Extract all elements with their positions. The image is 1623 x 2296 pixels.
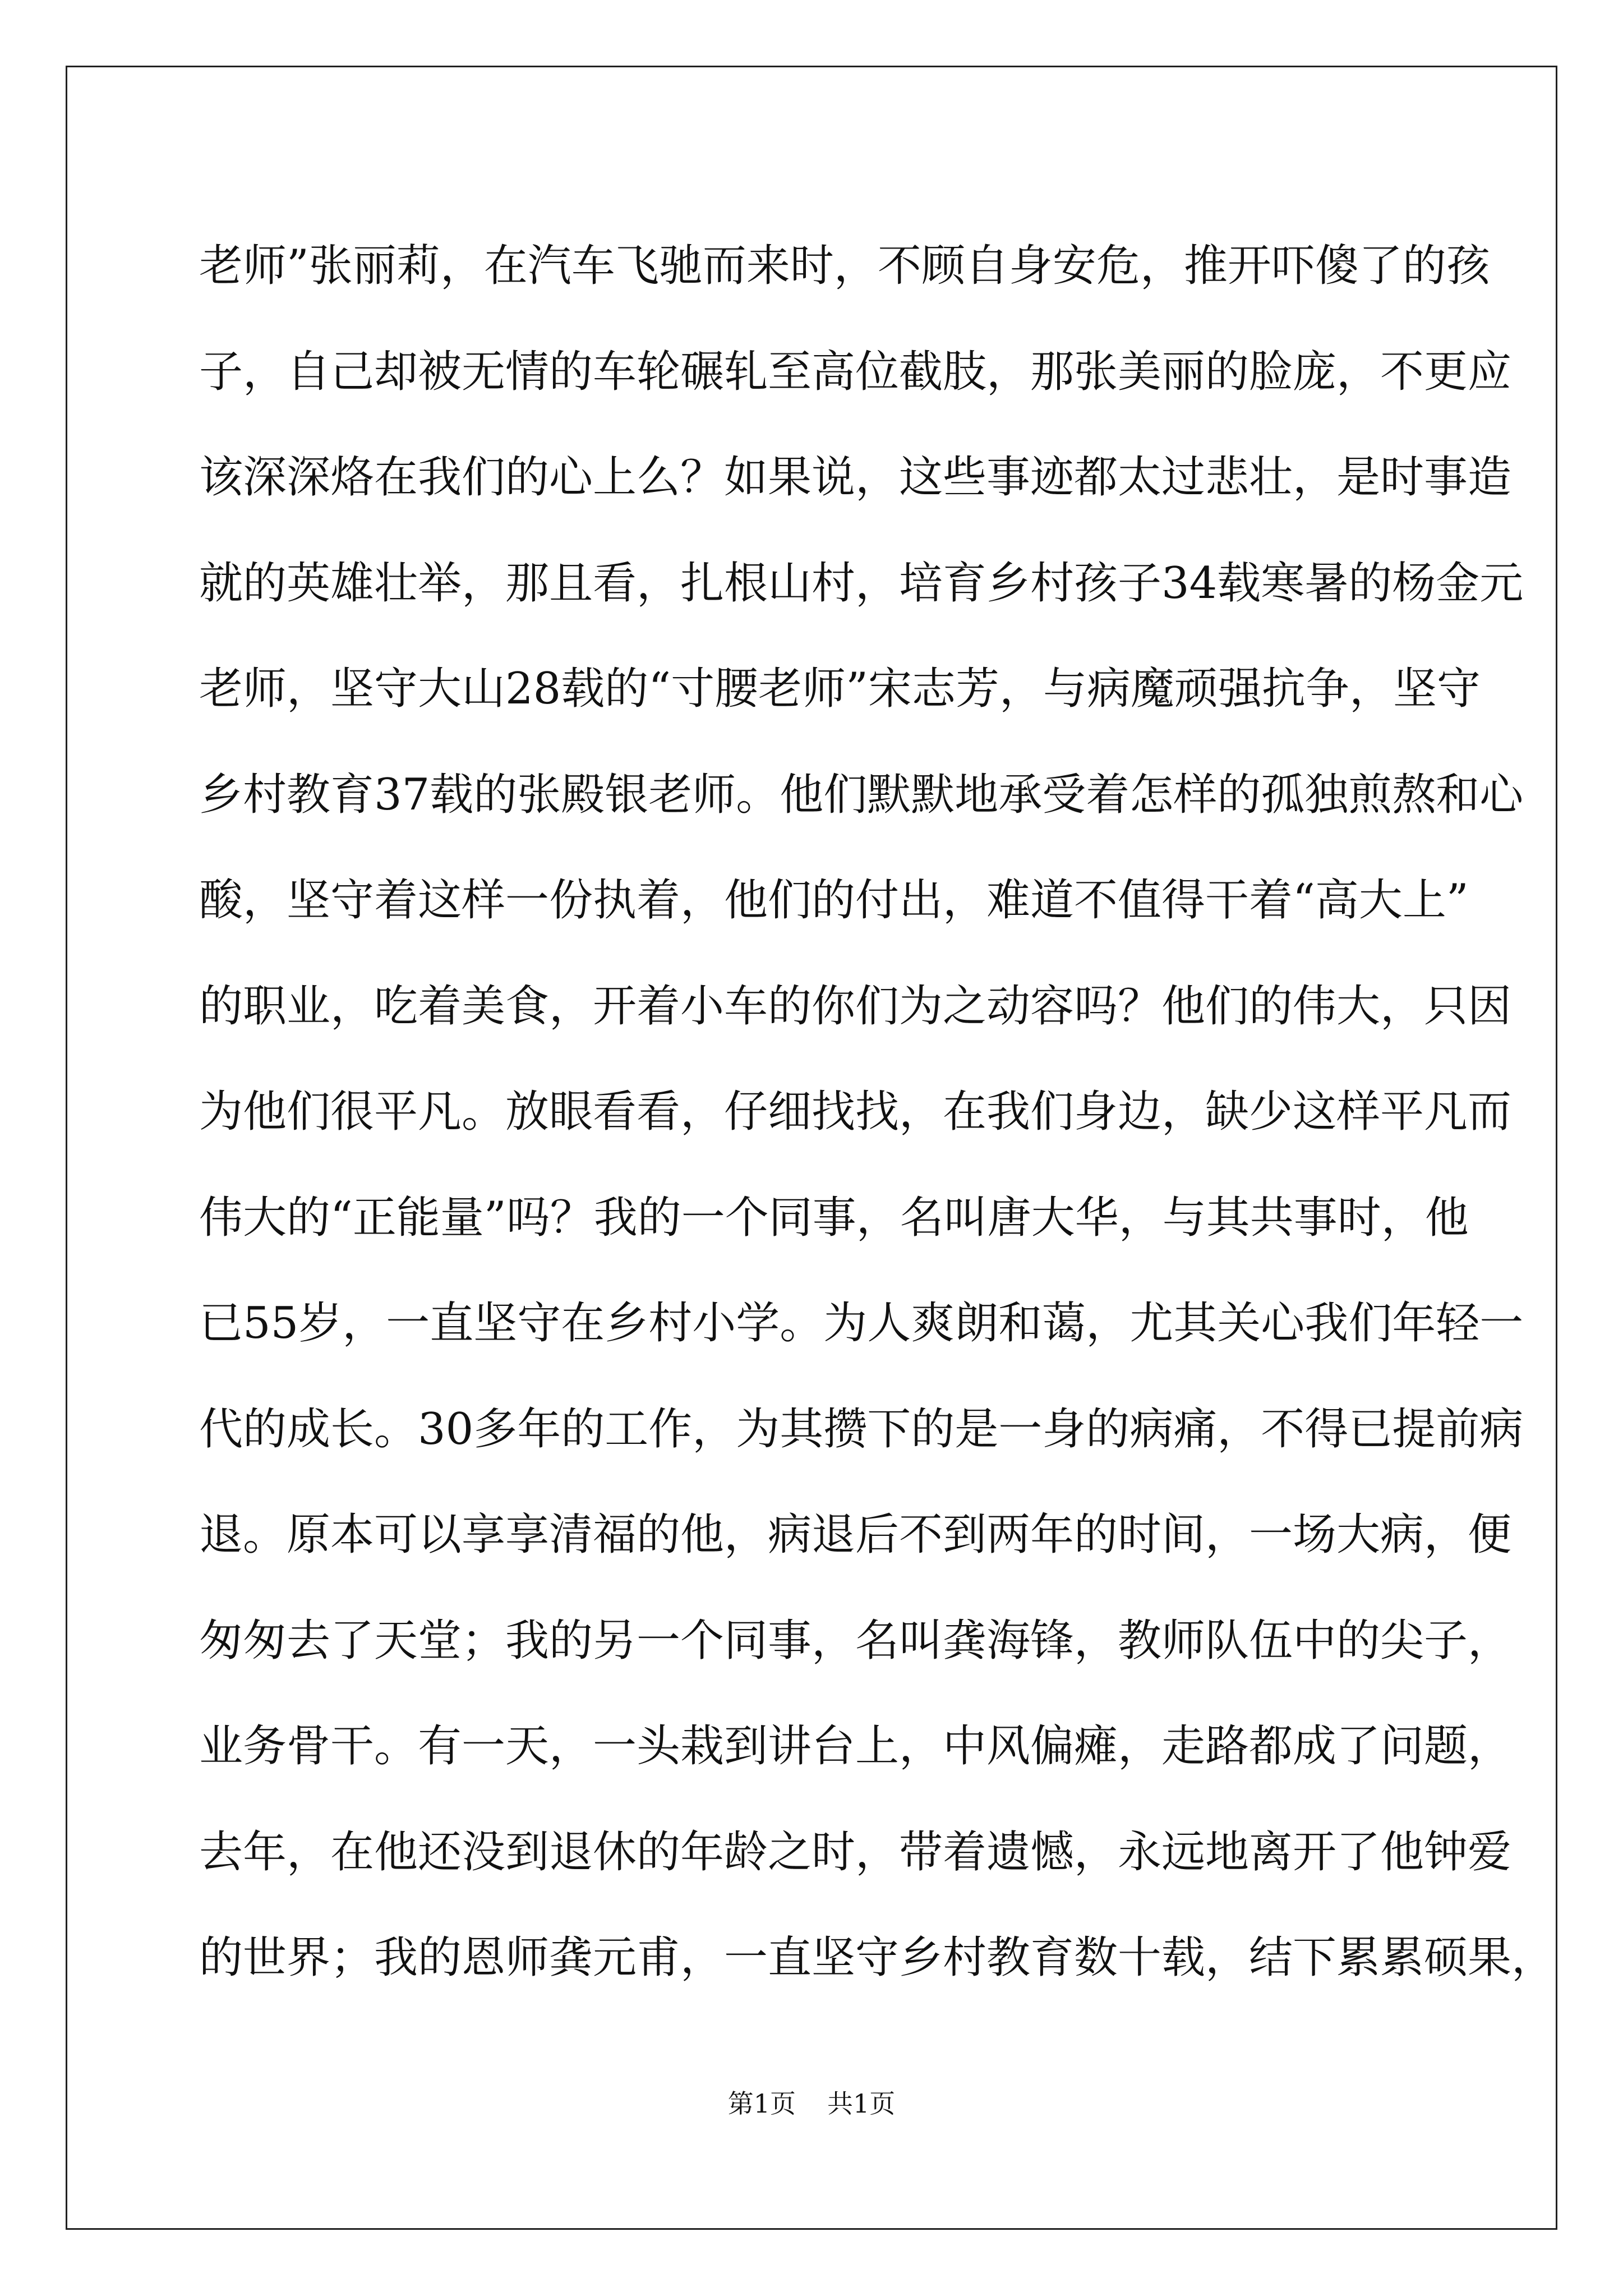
text-line: 匆匆去了天堂；我的另一个同事，名叫龚海锋，教师队伍中的尖子， xyxy=(199,1615,1512,1666)
page-number-label: 第1页 xyxy=(727,2088,796,2119)
text-line: 已55岁，一直坚守在乡村小学。为人爽朗和蔼，尤其关心我们年轻一 xyxy=(199,1298,1524,1349)
document-body xyxy=(199,213,1556,2011)
total-pages-label: 共1页 xyxy=(827,2088,896,2119)
page-footer xyxy=(0,2087,1623,2120)
text-line: 老师”张丽莉，在汽车飞驰而来时，不顾自身安危，推开吓傻了的孩 xyxy=(199,241,1490,291)
text-line: 老师，坚守大山28载的“寸腰老师”宋志芳，与病魔顽强抗争，坚守 xyxy=(199,664,1481,714)
text-line: 的世界；我的恩师龚元甫，一直坚守乡村教育数十载，结下累累硕果， xyxy=(199,1932,1556,1983)
text-line: 伟大的“正能量”吗？我的一个同事，名叫唐大华，与其共事时，他 xyxy=(199,1192,1469,1243)
text-line: 退。原本可以享享清福的他，病退后不到两年的时间，一场大病，便 xyxy=(199,1510,1512,1560)
text-line: 的职业，吃着美食，开着小车的你们为之动容吗？他们的伟大，只因 xyxy=(199,981,1512,1032)
text-line: 子，自己却被无情的车轮碾轧至高位截肢，那张美丽的脸庞，不更应 xyxy=(199,346,1512,397)
text-line: 就的英雄壮举，那且看，扎根山村，培育乡村孩子34载寒暑的杨金元 xyxy=(199,558,1524,609)
text-line: 乡村教育37载的张殿银老师。他们默默地承受着怎样的孤独煎熬和心 xyxy=(199,769,1524,820)
text-line: 代的成长。30多年的工作，为其攒下的是一身的病痛，不得已提前病 xyxy=(199,1404,1524,1455)
text-line: 去年，在他还没到退休的年龄之时，带着遗憾，永远地离开了他钟爱 xyxy=(199,1826,1512,1878)
text-line: 业务骨干。有一天，一头栽到讲台上，中风偏瘫，走路都成了问题， xyxy=(199,1721,1512,1772)
text-line: 为他们很平凡。放眼看看，仔细找找，在我们身边，缺少这样平凡而 xyxy=(199,1087,1512,1137)
text-line: 酸，坚守着这样一份执着，他们的付出，难道不值得干着“高大上” xyxy=(199,875,1469,926)
text-line: 该深深烙在我们的心上么？如果说，这些事迹都太过悲壮，是时事造 xyxy=(199,452,1512,503)
